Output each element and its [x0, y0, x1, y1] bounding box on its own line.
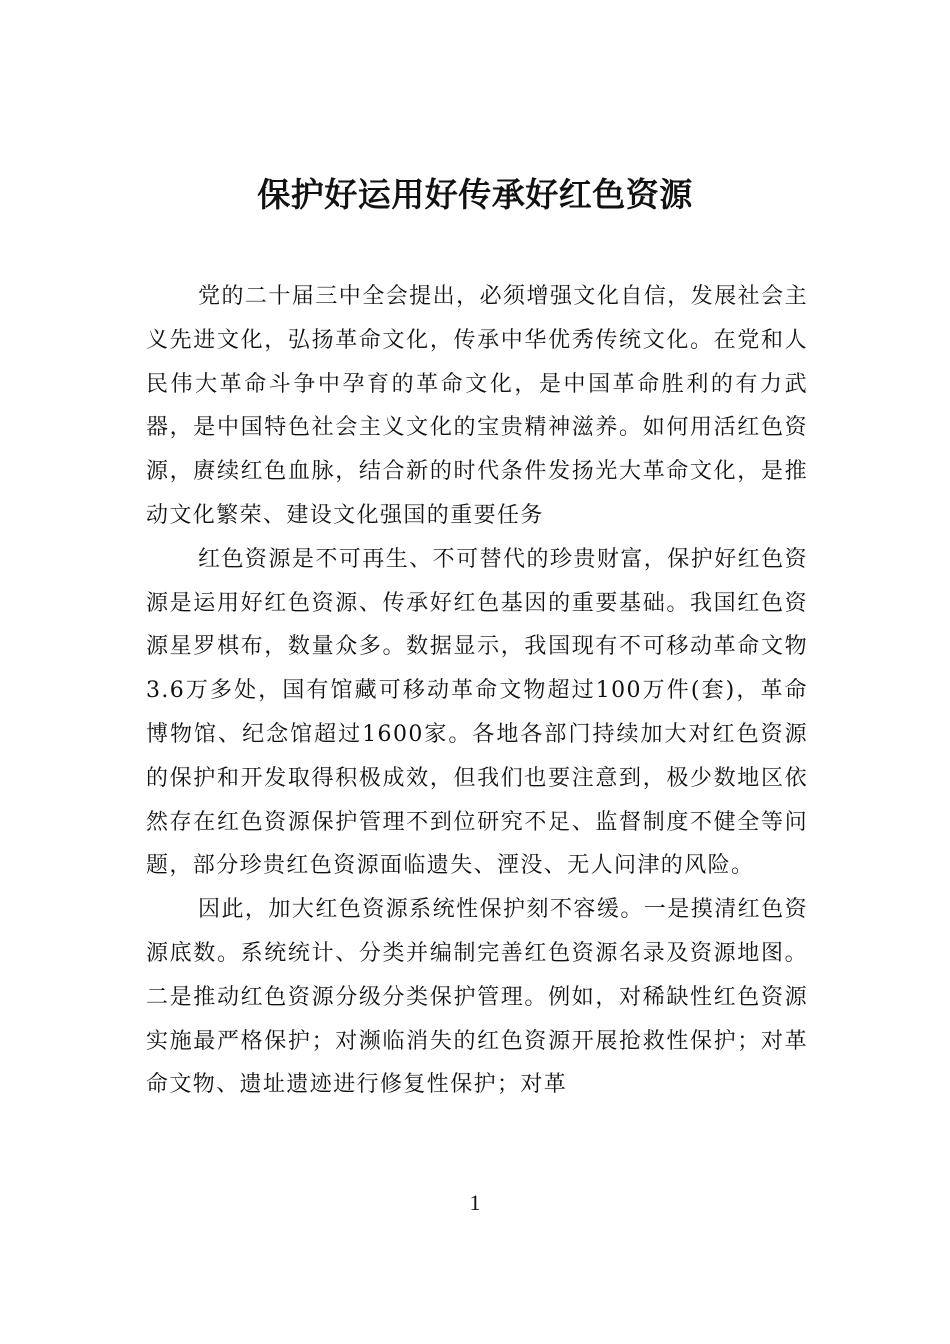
page-number: 1 [469, 1190, 481, 1215]
paragraph-2: 红色资源是不可再生、不可替代的珍贵财富，保护好红色资源是运用好红色资源、传承好红色基因的重要基础。我国红色资源星罗棋布，数量众多。数据显示，我国现有不可移动革命文物3.6万多处，国有馆藏可移动革命文物超过100万件(套)，革命博物馆、纪念馆超过1600家。各地各部门持续加大对红色资源的保护和开发取得积极成效，但我们也要注意到，极少数地区依然存在红色资源保护管理不到位研究不足、监督制度不健全等问题，部分珍贵红色资源面临遗失、湮没、无人问津的风险。 [146, 546, 808, 879]
document-title: 保护好运用好传承好红色资源 [257, 175, 693, 214]
paragraph-1: 党的二十届三中全会提出，必须增强文化自信，发展社会主义先进文化，弘扬革命文化，传承中华优秀传统文化。在党和人民伟大革命斗争中孕育的革命文化，是中国革命胜利的有力武器，是中国特色社会主义文化的宝贵精神滋养。如何用活红色资源，赓续红色血脉，结合新的时代条件发扬光大革命文化，是推动文化繁荣、建设文化强国的重要任务 [146, 284, 808, 528]
paragraph-3: 因此，加大红色资源系统性保护刻不容缓。一是摸清红色资源底数。系统统计、分类并编制完善红色资源名录及资源地图。二是推动红色资源分级分类保护管理。例如，对稀缺性红色资源实施最严格保护；对濒临消失的红色资源开展抢救性保护；对革命文物、遗址遗迹进行修复性保护；对革 [146, 897, 808, 1098]
document-body [146, 275, 808, 1107]
